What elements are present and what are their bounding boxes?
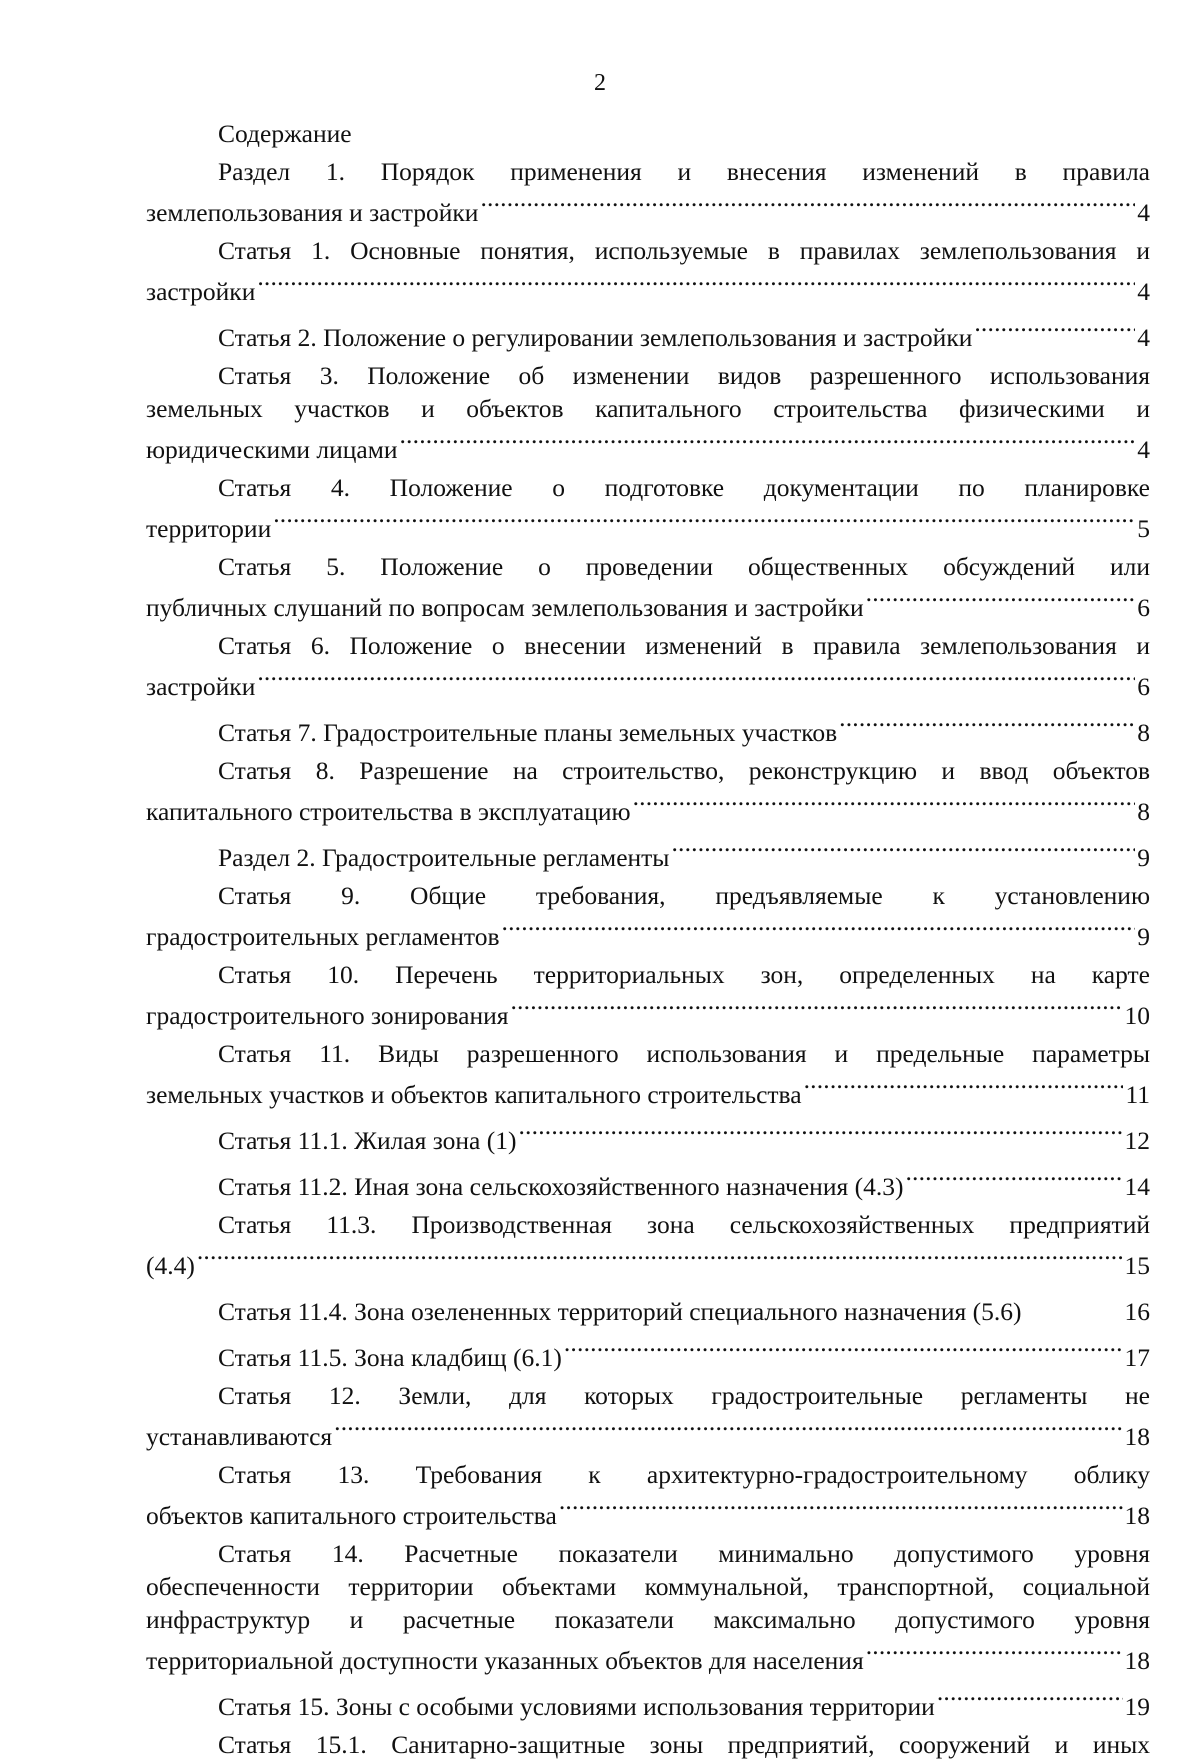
toc-page-number: 4 [1137, 277, 1150, 306]
dot-leader [804, 1070, 1124, 1103]
toc-page-number: 18 [1124, 1501, 1150, 1530]
toc-entry-title: (4.4) [146, 1251, 195, 1280]
dot-leader [502, 912, 1136, 945]
dot-leader [334, 1412, 1122, 1445]
toc-entry[interactable] [146, 1037, 1150, 1111]
dot-leader [197, 1241, 1123, 1274]
toc-entry-line: Статья 13. Требования к архитектурно-градостроительному облику [218, 1460, 1150, 1489]
toc-entry[interactable] [146, 1162, 1150, 1203]
toc-entry-line: Статья 9. Общие требования, предъявляемые к установлению [218, 881, 1150, 910]
toc-entry-title: объектов капитального строительства [146, 1501, 557, 1530]
toc-entry-title: публичных слушаний по вопросам землепользования и застройки [146, 593, 864, 622]
dot-leader [974, 313, 1135, 346]
toc-entry-title: застройки [146, 672, 256, 701]
toc-entry-line: земельных участков и объектов капитального строительства физическими и [146, 394, 1150, 423]
toc-entry[interactable] [146, 1333, 1150, 1374]
toc-entry-title: Статья 11.1. Жилая зона (1) [218, 1126, 517, 1155]
toc-entry[interactable] [146, 629, 1150, 703]
toc-entry-line: Статья 1. Основные понятия, используемые в правилах землепользования и [218, 236, 1150, 265]
toc-entry[interactable] [146, 754, 1150, 828]
toc-entry-title: Статья 7. Градостроительные планы земельных участков [218, 718, 838, 747]
dot-leader [273, 504, 1135, 537]
toc-entry[interactable] [146, 833, 1150, 874]
toc-entry-line: Статья 8. Разрешение на строительство, реконструкцию и ввод объектов [218, 756, 1150, 785]
toc-entry[interactable] [146, 1728, 1150, 1761]
toc-entry[interactable] [146, 1116, 1150, 1157]
toc-page-number: 8 [1137, 718, 1150, 747]
toc-entry-title: Статья 11.4. Зона озелененных территорий специального назначения (5.6) [218, 1297, 1022, 1326]
dot-leader [399, 425, 1135, 458]
toc-page-number: 16 [1124, 1297, 1150, 1326]
toc-page-number: 14 [1124, 1172, 1150, 1201]
dot-leader [937, 1682, 1123, 1715]
toc-entry-title: землепользования и застройки [146, 198, 479, 227]
toc-entry-line: Статья 11.3. Производственная зона сельскохозяйственных предприятий [218, 1210, 1150, 1239]
toc-entry-title: Статья 11.2. Иная зона сельскохозяйственного назначения (4.3) [218, 1172, 904, 1201]
toc-entry-title: устанавливаются [146, 1422, 333, 1451]
dot-leader [257, 662, 1135, 695]
toc-entry[interactable] [146, 471, 1150, 545]
toc-entry[interactable] [146, 958, 1150, 1032]
toc-entry[interactable] [146, 1682, 1150, 1723]
toc-entry-line: Раздел 1. Порядок применения и внесения изменений в правила [218, 157, 1150, 186]
toc-entry-title: Статья 11.5. Зона кладбищ (6.1) [218, 1343, 562, 1372]
toc-page-number: 8 [1137, 797, 1150, 826]
toc-entry-line: Статья 6. Положение о внесении изменений в правила землепользования и [218, 631, 1150, 660]
dot-leader [633, 787, 1136, 820]
toc-entry-line: Статья 12. Земли, для которых градостроительные регламенты не [218, 1381, 1150, 1410]
toc-page-number: 5 [1137, 514, 1150, 543]
toc-entry-line: Статья 5. Положение о проведении общественных обсуждений или [218, 552, 1150, 581]
dot-leader [671, 833, 1135, 866]
toc-page-number: 15 [1124, 1251, 1150, 1280]
dot-leader [510, 991, 1122, 1024]
toc-page-number: 6 [1137, 593, 1150, 622]
toc-entry-title: Статья 2. Положение о регулировании землепользования и застройки [218, 323, 973, 352]
toc-entry-line: инфраструктур и расчетные показатели максимально допустимого уровня [146, 1605, 1150, 1634]
dot-leader [564, 1333, 1123, 1366]
toc-page-number: 4 [1137, 323, 1150, 352]
toc-entry[interactable] [146, 313, 1150, 354]
toc-entry-title: градостроительного зонирования [146, 1001, 509, 1030]
dot-leader [905, 1162, 1122, 1195]
toc-entry[interactable] [146, 1287, 1150, 1328]
toc-entry[interactable] [146, 234, 1150, 308]
toc-entry-title: территориальной доступности указанных объектов для населения [146, 1646, 864, 1675]
dot-leader [480, 188, 1135, 221]
toc-entry[interactable] [146, 1379, 1150, 1453]
toc-page-number: 9 [1137, 843, 1150, 872]
toc-page-number: 19 [1124, 1692, 1150, 1721]
table-of-contents [146, 117, 1150, 1761]
toc-entry[interactable] [146, 1458, 1150, 1532]
toc-heading: Содержание [218, 119, 352, 148]
toc-entry[interactable] [146, 708, 1150, 749]
toc-page-number: 12 [1124, 1126, 1150, 1155]
toc-page-number: 18 [1124, 1422, 1150, 1451]
toc-page-number: 10 [1124, 1001, 1150, 1030]
toc-entry-line: Статья 10. Перечень территориальных зон, определенных на карте [218, 960, 1150, 989]
toc-entry-line: обеспеченности территории объектами коммунальной, транспортной, социальной [146, 1572, 1150, 1601]
toc-page-number: 9 [1137, 922, 1150, 951]
dot-leader [257, 267, 1135, 300]
toc-page-number: 11 [1125, 1080, 1150, 1109]
toc-page-number: 6 [1137, 672, 1150, 701]
toc-entry-line: Статья 4. Положение о подготовке документации по планировке [218, 473, 1150, 502]
toc-entry-line: Статья 3. Положение об изменении видов разрешенного использования [218, 361, 1150, 390]
toc-entry-line: Статья 11. Виды разрешенного использования и предельные параметры [218, 1039, 1150, 1068]
toc-entry-title: земельных участков и объектов капитального строительства [146, 1080, 802, 1109]
dot-leader [866, 583, 1136, 616]
toc-entry[interactable] [146, 879, 1150, 953]
toc-entry-title: Раздел 2. Градостроительные регламенты [218, 843, 670, 872]
dot-leader [866, 1636, 1123, 1669]
toc-entry-line: Статья 14. Расчетные показатели минимально допустимого уровня [218, 1539, 1150, 1568]
page-number: 2 [594, 70, 606, 96]
toc-entry[interactable] [146, 550, 1150, 624]
toc-entry[interactable] [146, 359, 1150, 466]
toc-page-number: 4 [1137, 198, 1150, 227]
toc-entry-title: капитального строительства в эксплуатацию [146, 797, 631, 826]
toc-page-number: 18 [1124, 1646, 1150, 1675]
dot-leader [518, 1116, 1122, 1149]
toc-page-number: 4 [1137, 435, 1150, 464]
toc-entry-title: территории [146, 514, 272, 543]
toc-entry[interactable] [146, 1537, 1150, 1677]
toc-entry-title: градостроительных регламентов [146, 922, 500, 951]
dot-leader [839, 708, 1135, 741]
dot-leader [559, 1491, 1123, 1524]
toc-entry-line: Статья 15.1. Санитарно-защитные зоны предприятий, сооружений и иных [218, 1730, 1150, 1759]
toc-entry-title: Статья 15. Зоны с особыми условиями использования территории [218, 1692, 935, 1721]
toc-entry-title: застройки [146, 277, 256, 306]
toc-page-number: 17 [1124, 1343, 1150, 1372]
toc-entry[interactable] [146, 1208, 1150, 1282]
toc-entry[interactable] [146, 155, 1150, 229]
toc-entry-title: юридическими лицами [146, 435, 398, 464]
